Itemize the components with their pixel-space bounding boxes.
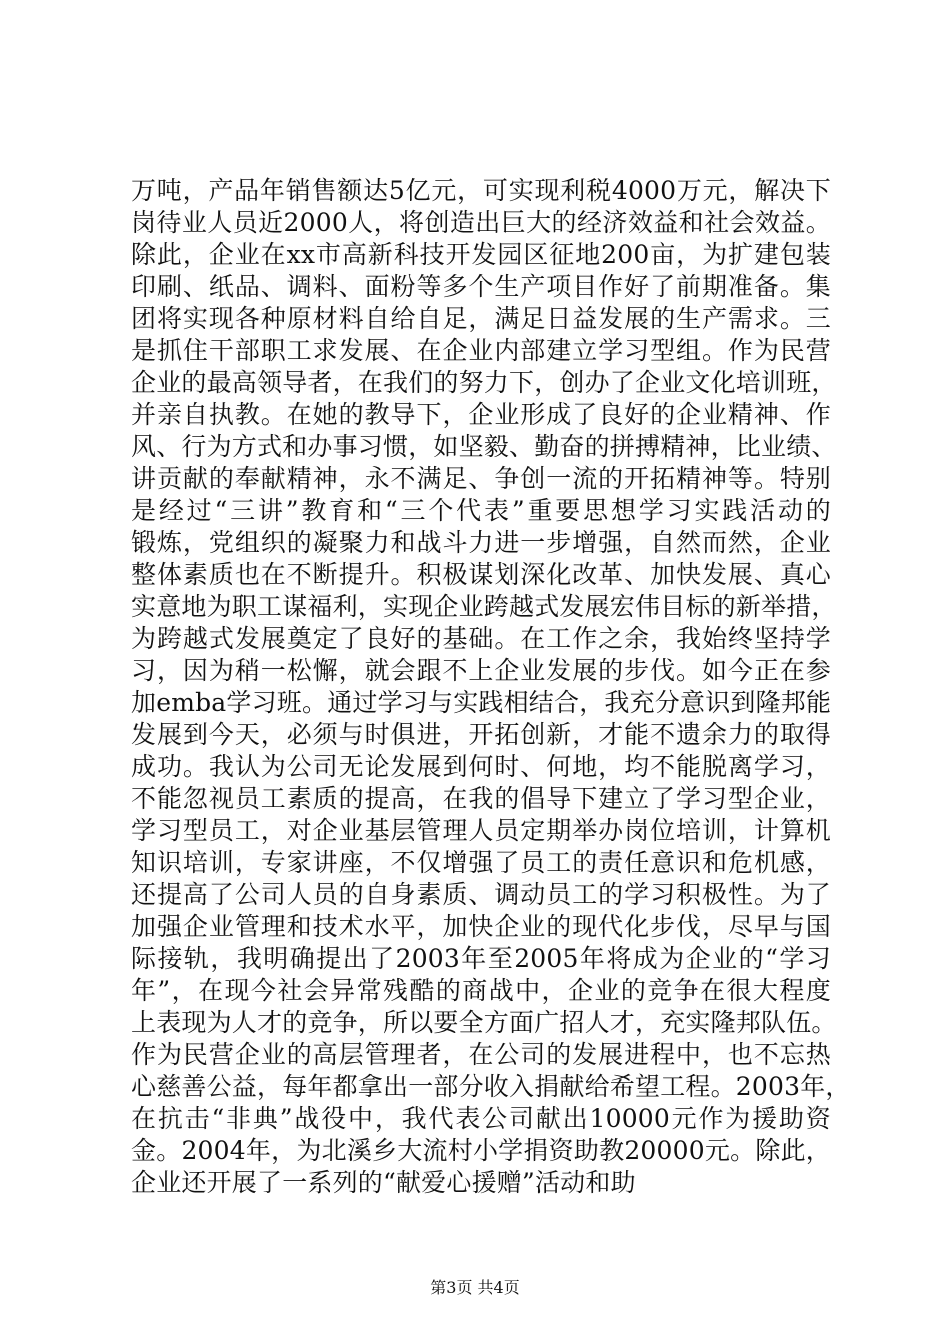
body-text bbox=[131, 175, 851, 1199]
text-line: 际接轨，我明确提出了2003年至2005年将成为企业的“学习 bbox=[131, 944, 831, 973]
text-line: 除此，企业在xx市高新科技开发园区征地200亩，为扩建包装 bbox=[131, 240, 831, 269]
text-line: 加emba学习班。通过学习与实践相结合，我充分意识到隆邦能 bbox=[131, 688, 832, 717]
text-line: 万吨，产品年销售额达5亿元，可实现利税4000万元，解决下 bbox=[131, 176, 831, 205]
text-line: 不能忽视员工素质的提高，在我的倡导下建立了学习型企业， bbox=[131, 784, 831, 813]
text-line: 加强企业管理和技术水平，加快企业的现代化步伐，尽早与国 bbox=[131, 912, 831, 941]
text-line: 整体素质也在不断提升。积极谋划深化改革、加快发展、真心 bbox=[131, 560, 831, 589]
text-line: 知识培训，专家讲座，不仅增强了员工的责任意识和危机感， bbox=[131, 848, 831, 877]
text-line: 风、行为方式和办事习惯，如坚毅、勤奋的拼搏精神，比业绩、 bbox=[131, 432, 837, 461]
page-footer: 第3页 共4页 bbox=[430, 1278, 520, 1297]
text-line: 学习型员工，对企业基层管理人员定期举办岗位培训，计算机 bbox=[131, 816, 831, 845]
text-line: 锻炼，党组织的凝聚力和战斗力进一步增强，自然而然，企业 bbox=[131, 528, 831, 557]
text-line: 团将实现各种原材料自给自足，满足日益发展的生产需求。三 bbox=[131, 304, 831, 333]
text-line: 岗待业人员近2000人，将创造出巨大的经济效益和社会效益。 bbox=[131, 208, 831, 237]
text-line: 实意地为职工谋福利，实现企业跨越式发展宏伟目标的新举措， bbox=[131, 592, 837, 621]
text-line: 年”，在现今社会异常残酷的商战中，企业的竞争在很大程度 bbox=[131, 976, 831, 1005]
text-line: 在抗击“非典”战役中，我代表公司献出10000元作为援助资 bbox=[131, 1104, 831, 1133]
text-line: 讲贡献的奉献精神，永不满足、争创一流的开拓精神等。特别 bbox=[131, 464, 831, 493]
text-line: 作为民营企业的高层管理者，在公司的发展进程中，也不忘热 bbox=[131, 1040, 831, 1069]
text-line: 还提高了公司人员的自身素质、调动员工的学习积极性。为了 bbox=[131, 880, 831, 909]
text-line: 企业还开展了一系列的“献爱心援赠”活动和助 bbox=[131, 1168, 636, 1197]
text-line: 上表现为人才的竞争，所以要全方面广招人才，充实隆邦队伍。 bbox=[131, 1008, 837, 1037]
text-line: 成功。我认为公司无论发展到何时、何地，均不能脱离学习， bbox=[131, 752, 831, 781]
text-line: 并亲自执教。在她的教导下，企业形成了良好的企业精神、作 bbox=[131, 400, 831, 429]
text-line: 习，因为稍一松懈，就会跟不上企业发展的步伐。如今正在参 bbox=[131, 656, 831, 685]
text-line: 是抓住干部职工求发展、在企业内部建立学习型组。作为民营 bbox=[131, 336, 831, 365]
text-line: 心慈善公益，每年都拿出一部分收入捐献给希望工程。2003年， bbox=[131, 1072, 851, 1101]
text-line: 金。2004年，为北溪乡大流村小学捐资助教20000元。除此， bbox=[131, 1136, 831, 1165]
text-line: 为跨越式发展奠定了良好的基础。在工作之余，我始终坚持学 bbox=[131, 624, 831, 653]
text-line: 企业的最高领导者，在我们的努力下，创办了企业文化培训班， bbox=[131, 368, 837, 397]
text-line: 发展到今天，必须与时俱进，开拓创新，才能不遗余力的取得 bbox=[131, 720, 831, 749]
text-line: 印刷、纸品、调料、面粉等多个生产项目作好了前期准备。集 bbox=[131, 272, 831, 301]
text-line: 是经过“三讲”教育和“三个代表”重要思想学习实践活动的 bbox=[131, 496, 831, 525]
